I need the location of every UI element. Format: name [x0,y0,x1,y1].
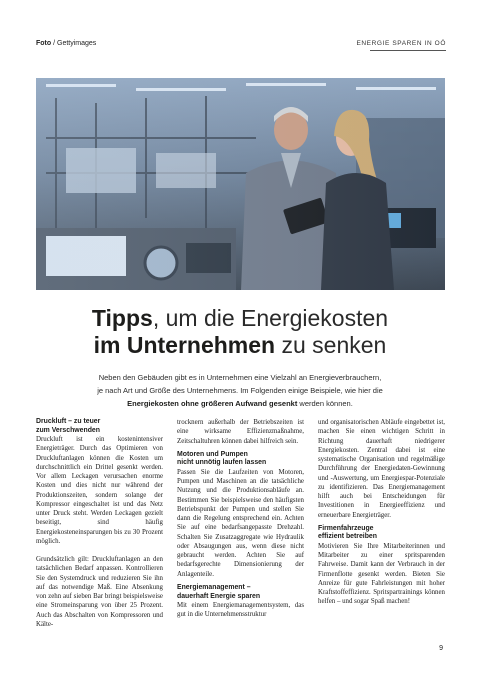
paragraph-druckluft-3: trocknern außerhalb der Betriebszeiten ist eine wirksame Effizienzmaßnahme, Zeitschaltuhren können dabei hilfreich sein. [177,419,304,445]
intro-line-3-rest: werden können. [297,399,353,408]
heading-energiemanagement: Energiemanagement – dauerhaft Energie sparen [177,583,261,600]
paragraph-druckluft-1: Druckluft ist ein kostenintensiver Energieträger. Durch das Optimieren von Druckluftanlagen können die Kosten um durchschnittlich ein Drittel gesenkt werden. Vor allem Leckagen verursachen enorme Kosten und dies nicht nur während der Produktionszeiten, sondern solange der Kompressor eingeschaltet ist und das Netz unter Druck steht. Werden Leckagen gezielt beseitigt, sind häufig Energiekosteneinsparungen bis zu 30 Prozent möglich. [36,436,163,545]
paragraph-motoren: Passen Sie die Laufzeiten von Motoren, Pumpen und Maschinen an die tatsächliche Nutzung und die Produktionsabläufe an. Bestimmen Sie beispielsweise den häufigsten Betriebspunkt der Pumpen und stellen Sie dann die Regelung entsprechend ein. Achten Sie auf eine bedarfsangepasste Drehzahl. Schalten Sie Zusatzaggregate wie Hydraulik oder Absaugungen aus, wenn diese nicht gebraucht werden. Achten Sie auf bedarfsgerechte Dimensionierung der Anlagenteile. [177,468,304,578]
title-line-1 [0,305,480,332]
article-title [0,305,480,359]
photo-credit-prefix: Foto [36,40,52,47]
column-2 [177,418,304,629]
paragraph-druckluft-2: Grundsätzlich gilt: Druckluftanlagen an den tatsächlichen Bedarf anpassen. Kontrollieren Sie den Systemdruck und reduzieren Sie ihn auf das notwendige Maß. Eine Absenkung von zehn auf sieben Bar bringt beispielsweise eine Stromeinsparung von über 25 Prozent. Auch das Abschalten von Kompressoren und Kälte- [36,556,163,628]
intro-line-3-bold: Energiekosten ohne größeren Aufwand gesenkt [127,399,298,408]
heading-firmenfahrzeuge: Firmenfahrzeuge effizient betreiben [318,524,377,541]
title-line-2-bold: im Unternehmen [93,332,276,358]
column-1 [36,418,163,629]
title-line-1-rest: , um die Energiekosten [152,305,389,331]
intro-line-3 [70,397,410,410]
paragraph-firmenfahrzeuge: Motivieren Sie Ihre Mitarbeiterinnen und Mitarbeiter zu einer spritsparenden Fahrweise. Damit kann der Verbrauch in der Firmenflotte gesenkt werden. Bieten Sie Anreize für gute Fahrleistungen mit hoher Kraftstoffeffizienz. Spritspartrainings können helfen – und sogar Spaß machen! [318,542,445,606]
intro-line-2: je nach Art und Größe des Unternehmens. Im Folgenden einige Beispiele, wie hier die [97,386,383,395]
paragraph-energiemanagement-1: Mit einem Energiemanagementsystem, das gut in die Unternehmensstruktur [177,602,304,619]
paragraph-energiemanagement-2: und organisatorischen Abläufe eingebettet ist, machen Sie einen wichtigen Schritt in Richtung dauerhaft niedrigerer Energiekosten. Zentral dabei ist eine systematische Organisation und regelmäßige Durchführung der Energiedaten-Gewinnung und -Auswertung, um Energiespar-Potenziale zu identifizieren. Das Energiemanagement hilft auch bei Entscheidungen für Investitionen in Energieeffizienz und erneuerbare Energieträger. [318,419,445,519]
title-line-1-bold: Tipps [91,305,153,331]
intro-line-1: Neben den Gebäuden gibt es in Unternehmen eine Vielzahl an Energieverbrauchern, [98,373,382,382]
heading-druckluft: Druckluft – zu teuer zum Verschwenden [36,418,101,434]
heading-motoren: Motoren und Pumpen nicht unnötig laufen lassen [177,450,267,467]
title-line-2 [0,332,480,359]
photo-credit-source: Gettyimages [57,40,97,47]
photo-credit-separator: / [51,40,58,47]
section-label: ENERGIE SPAREN IN OÖ [356,40,446,47]
photo-credit [36,40,96,47]
hero-photo [36,78,445,290]
intro-paragraph [70,371,410,410]
factory-engineers-illustration [36,78,445,290]
page-number: 9 [439,645,443,652]
article-body [36,418,445,629]
column-3 [318,418,445,629]
header-divider [370,50,446,51]
title-line-2-rest: zu senken [275,332,387,358]
